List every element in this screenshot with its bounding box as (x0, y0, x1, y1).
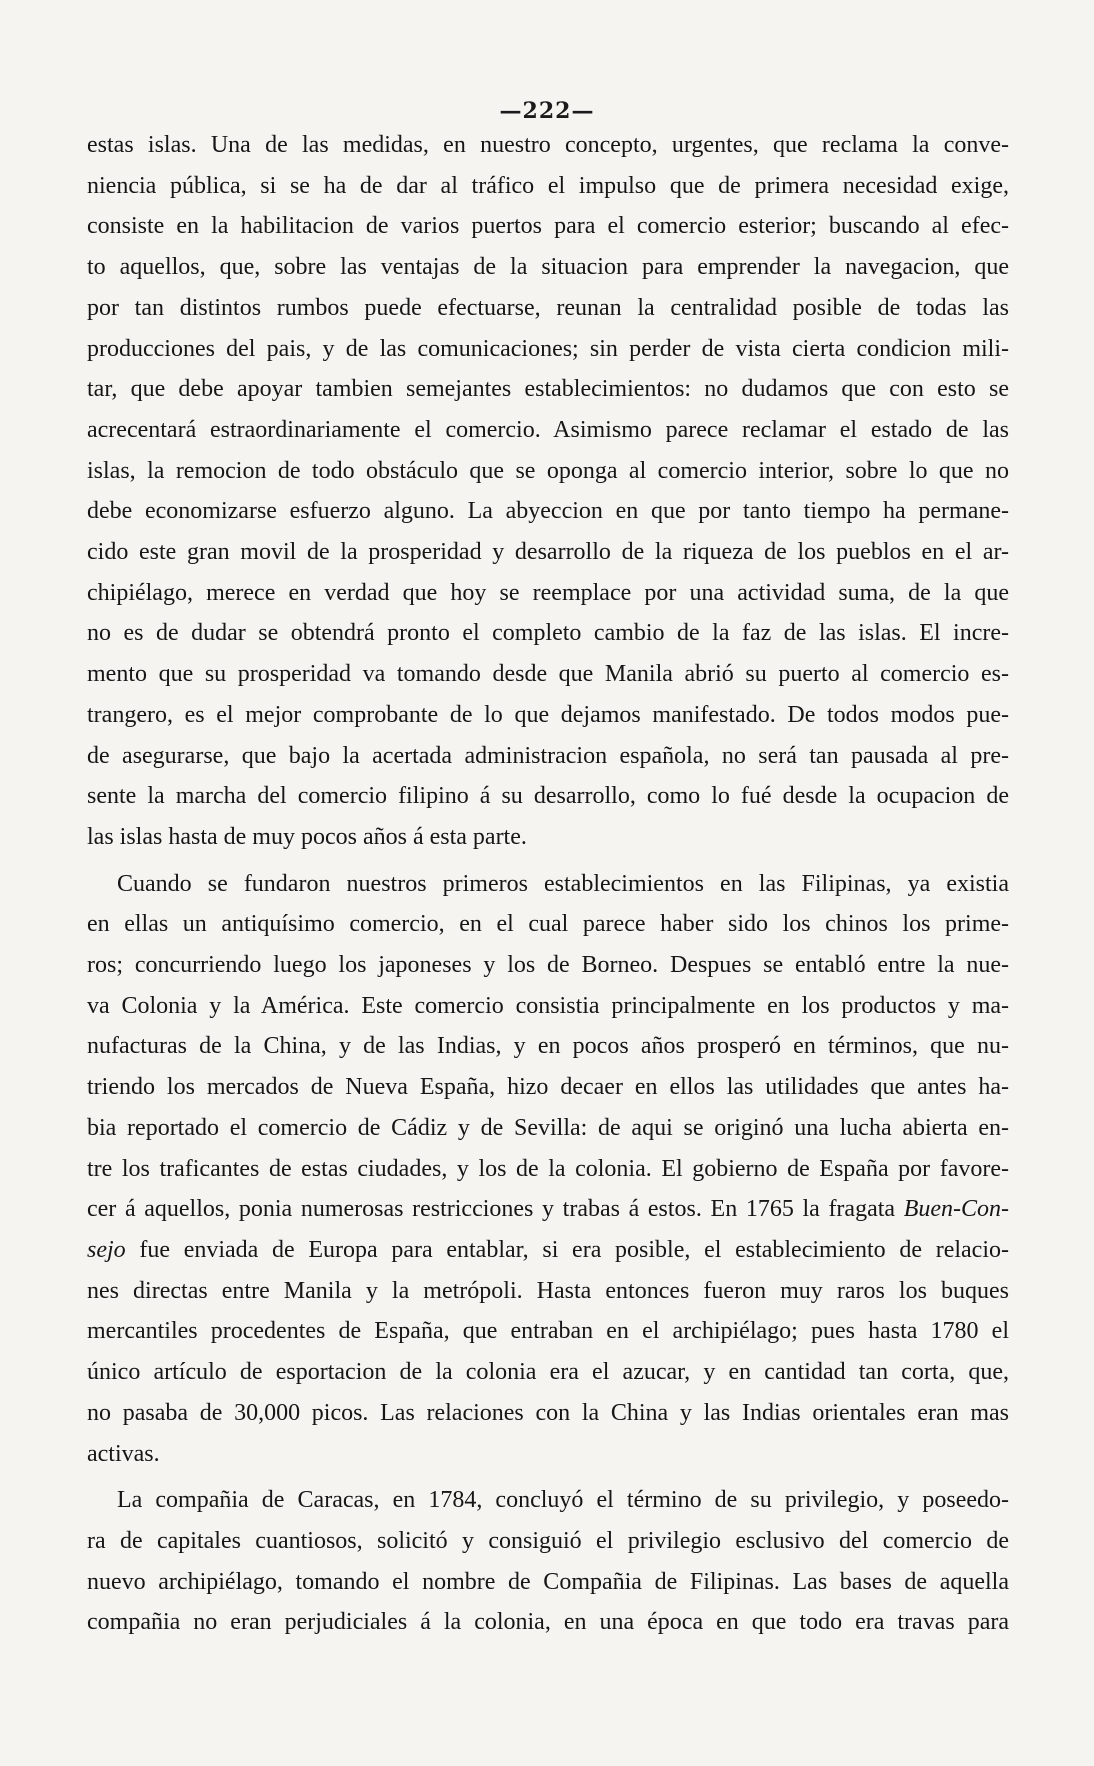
text-line: tar, que debe apoyar tambien semejantes establecimientos: no dudamos que con esto se (87, 376, 1009, 403)
text-line: sente la marcha del comercio filipino á su desarrollo, como lo fué desde la ocupacion de (87, 783, 1009, 810)
text-line: nes directas entre Manila y la metrópoli. Hasta entonces fueron muy raros los buques (87, 1277, 1009, 1304)
text-line: triendo los mercados de Nueva España, hizo decaer en ellos las utilidades que antes ha- (87, 1074, 1009, 1101)
text-line: nufacturas de la China, y de las Indias, y en pocos años prosperó en términos, que nu- (87, 1033, 1009, 1060)
text-line: producciones del pais, y de las comunicaciones; sin perder de vista cierta condicion mili- (87, 335, 1009, 362)
text-line: La compañia de Caracas, en 1784, concluyó el término de su privilegio, y poseedo- (117, 1487, 1009, 1514)
text-line: consiste en la habilitacion de varios puertos para el comercio esterior; buscando al efec- (87, 213, 1009, 240)
paragraph-3 (87, 1480, 1009, 1643)
text-fragment: cer á aquellos, ponia numerosas restricciones y trabas á estos. En 1765 la fragata (87, 1196, 896, 1223)
text-line: nuevo archipiélago, tomando el nombre de Compañia de Filipinas. Las bases de aquella (87, 1568, 1009, 1595)
text-line: en ellas un antiquísimo comercio, en el cual parece haber sido los chinos los prime- (87, 911, 1009, 938)
text-line: mento que su prosperidad va tomando desde que Manila abrió su puerto al comercio es- (87, 661, 1009, 688)
text-line-with-italic (87, 1189, 1009, 1230)
text-line: mercantiles procedentes de España, que entraban en el archipiélago; pues hasta 1780 el (87, 1318, 1009, 1345)
text-line: estas islas. Una de las medidas, en nuestro concepto, urgentes, que reclama la conve- (87, 132, 1009, 158)
text-line: bia reportado el comercio de Cádiz y de Sevilla: de aqui se originó una lucha abierta en- (87, 1114, 1009, 1141)
text-line: activas. (87, 1440, 160, 1467)
text-line: sejo fue enviada de Europa para entablar, si era posible, el establecimiento de relacio- (87, 1236, 1009, 1263)
text-line: to aquellos, que, sobre las ventajas de la situacion para emprender la navegacion, que (87, 254, 1009, 281)
text-line: ra de capitales cuantiosos, solicitó y consiguió el privilegio esclusivo del comercio de (87, 1527, 1009, 1554)
text-line: las islas hasta de muy pocos años á esta parte. (87, 823, 527, 850)
ship-name-italic-cont: sejo (87, 1236, 126, 1263)
text-line: debe economizarse esfuerzo alguno. La abyeccion en que por tanto tiempo ha permane- (87, 498, 1009, 525)
text-line: islas, la remocion de todo obstáculo que se oponga al comercio interior, sobre lo que no (87, 457, 1009, 484)
page-number: —222— (499, 98, 595, 124)
text-line: cido este gran movil de la prosperidad y desarrollo de la riqueza de los pueblos en el ar- (87, 539, 1009, 566)
text-line: niencia pública, si se ha de dar al tráfico el impulso que de primera necesidad exige, (87, 172, 1009, 199)
text-line: único artículo de esportacion de la colonia era el azucar, y en cantidad tan corta, que, (87, 1359, 1009, 1386)
text-line: de asegurarse, que bajo la acertada administracion española, no será tan pausada al pre- (87, 742, 1009, 769)
text-line: chipiélago, merece en verdad que hoy se reemplace por una actividad suma, de la que (87, 579, 1009, 606)
text-line: acrecentará estraordinariamente el comercio. Asimismo parece reclamar el estado de las (87, 416, 1009, 443)
text-line: por tan distintos rumbos puede efectuarse, reunan la centralidad posible de todas las (87, 294, 1009, 321)
text-line: va Colonia y la América. Este comercio consistia principalmente en los productos y ma- (87, 992, 1009, 1019)
text-line: Cuando se fundaron nuestros primeros establecimientos en las Filipinas, ya existia (117, 870, 1009, 897)
paragraph-1 (87, 125, 1009, 858)
text-line: no es de dudar se obtendrá pronto el completo cambio de la faz de las islas. El incre- (87, 620, 1009, 647)
text-line: compañia no eran perjudiciales á la colonia, en una época en que todo era travas para (87, 1609, 1009, 1636)
text-line: trangero, es el mejor comprobante de lo que dejamos manifestado. De todos modos pue- (87, 701, 1009, 728)
body-text (87, 125, 1009, 1643)
text-line: ros; concurriendo luego los japoneses y los de Borneo. Despues se entabló entre la nue- (87, 952, 1009, 979)
text-line: no pasaba de 30,000 picos. Las relaciones con la China y las Indias orientales eran mas (87, 1399, 1009, 1426)
ship-name-italic: Buen-Con- (903, 1196, 1009, 1223)
paragraph-2 (87, 864, 1009, 1475)
text-line: tre los traficantes de estas ciudades, y los de la colonia. El gobierno de España por favore- (87, 1155, 1009, 1182)
